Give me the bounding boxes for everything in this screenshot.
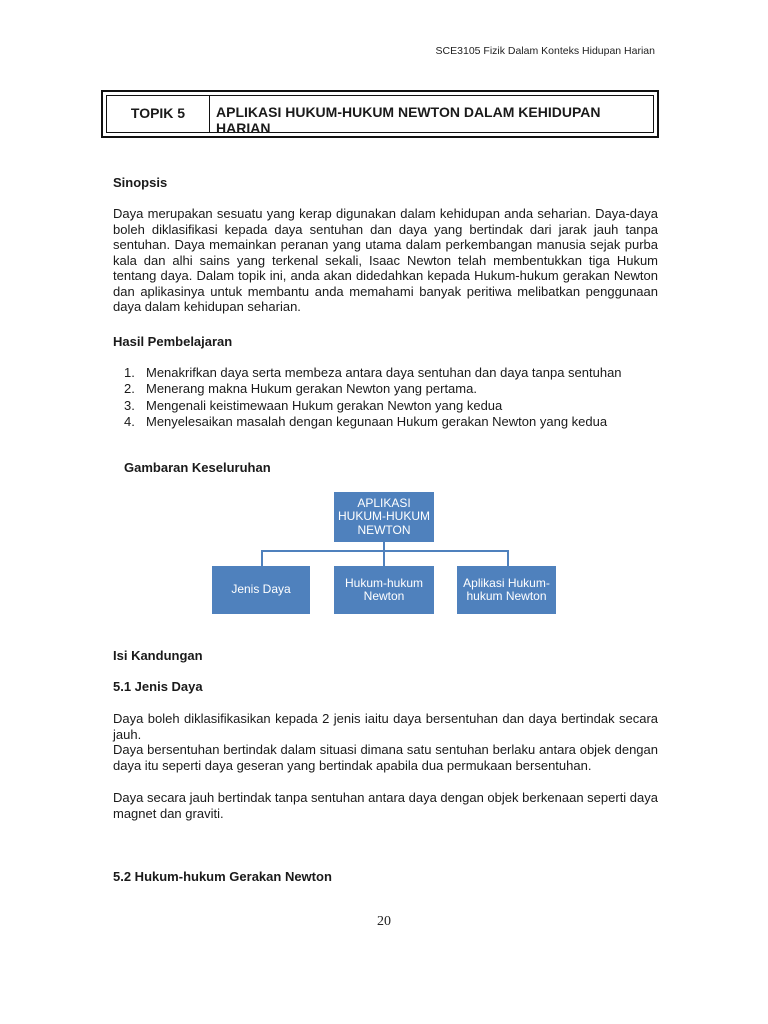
list-item: 1. Menakrifkan daya serta membeza antara daya sentuhan dan daya tanpa sentuhan — [124, 365, 622, 380]
overview-heading: Gambaran Keseluruhan — [124, 460, 271, 475]
topic-title-box — [101, 90, 659, 138]
list-item: 4. Menyelesaikan masalah dengan kegunaan Hukum gerakan Newton yang kedua — [124, 413, 608, 429]
topic-number: TOPIK 5 — [107, 96, 210, 132]
synopsis-heading: Sinopsis — [113, 175, 168, 190]
synopsis-paragraph: Daya merupakan sesuatu yang kerap digunakan dalam kehidupan anda seharian. Daya-daya boleh diklasifikasi kepada daya sentuhan dan daya yang bertindak dari jarak jauh tanpa sentuhan. Daya memainkan peranan yang utama dalam perkembangan manusia sejak purba kala dan alhi sains yang terkenal sekali, Isaac Newton telah membentukkan tiga Hukum tentang daya. Dalam topik ini, anda akan didedahkan kepada Hukum-hukum gerakan Newton dan aplikasinya untuk membantu anda memahami banyak peritiwa melibatkan penggunaan daya dalam kehidupan seharian. — [113, 206, 658, 314]
section-5-2-heading: 5.2 Hukum-hukum Gerakan Newton — [113, 869, 332, 884]
list-item: 2. Menerang makna Hukum gerakan Newton yang pertama. — [124, 381, 477, 397]
chart-connector — [261, 550, 509, 552]
chart-connector — [383, 550, 385, 566]
list-item: 3. Mengenali keistimewaan Hukum gerakan Newton yang kedua — [124, 397, 503, 413]
section-5-1-para-1: Daya boleh diklasifikasikan kepada 2 jenis iaitu daya bersentuhan dan daya bertindak secara jauh. — [113, 711, 658, 742]
topic-title: APLIKASI HUKUM-HUKUM NEWTON DALAM KEHIDUPAN HARIAN — [216, 104, 601, 136]
chart-root-node: APLIKASI HUKUM-HUKUM NEWTON — [334, 492, 434, 542]
running-header: SCE3105 Fizik Dalam Konteks Hidupan Harian — [435, 45, 655, 57]
section-5-1-heading: 5.1 Jenis Daya — [113, 679, 203, 694]
chart-child-node-jenis-daya: Jenis Daya — [212, 566, 310, 614]
outcomes-list — [124, 365, 684, 430]
chart-connector — [507, 550, 509, 566]
chart-child-node-aplikasi: Aplikasi Hukum-hukum Newton — [457, 566, 556, 614]
contents-heading: Isi Kandungan — [113, 648, 203, 663]
outcomes-heading: Hasil Pembelajaran — [113, 334, 233, 349]
page-number: 20 — [377, 914, 391, 929]
chart-connector — [261, 550, 263, 566]
section-5-1-para-2: Daya bersentuhan bertindak dalam situasi dimana satu sentuhan berlaku antara objek dengan daya itu seperti daya geseran yang bertindak apabila dua permukaan bersentuhan. — [113, 742, 658, 773]
section-5-1-para-3: Daya secara jauh bertindak tanpa sentuhan antara daya dengan objek berkenaan seperti daya magnet dan graviti. — [113, 790, 658, 821]
chart-child-node-hukum: Hukum-hukum Newton — [334, 566, 434, 614]
